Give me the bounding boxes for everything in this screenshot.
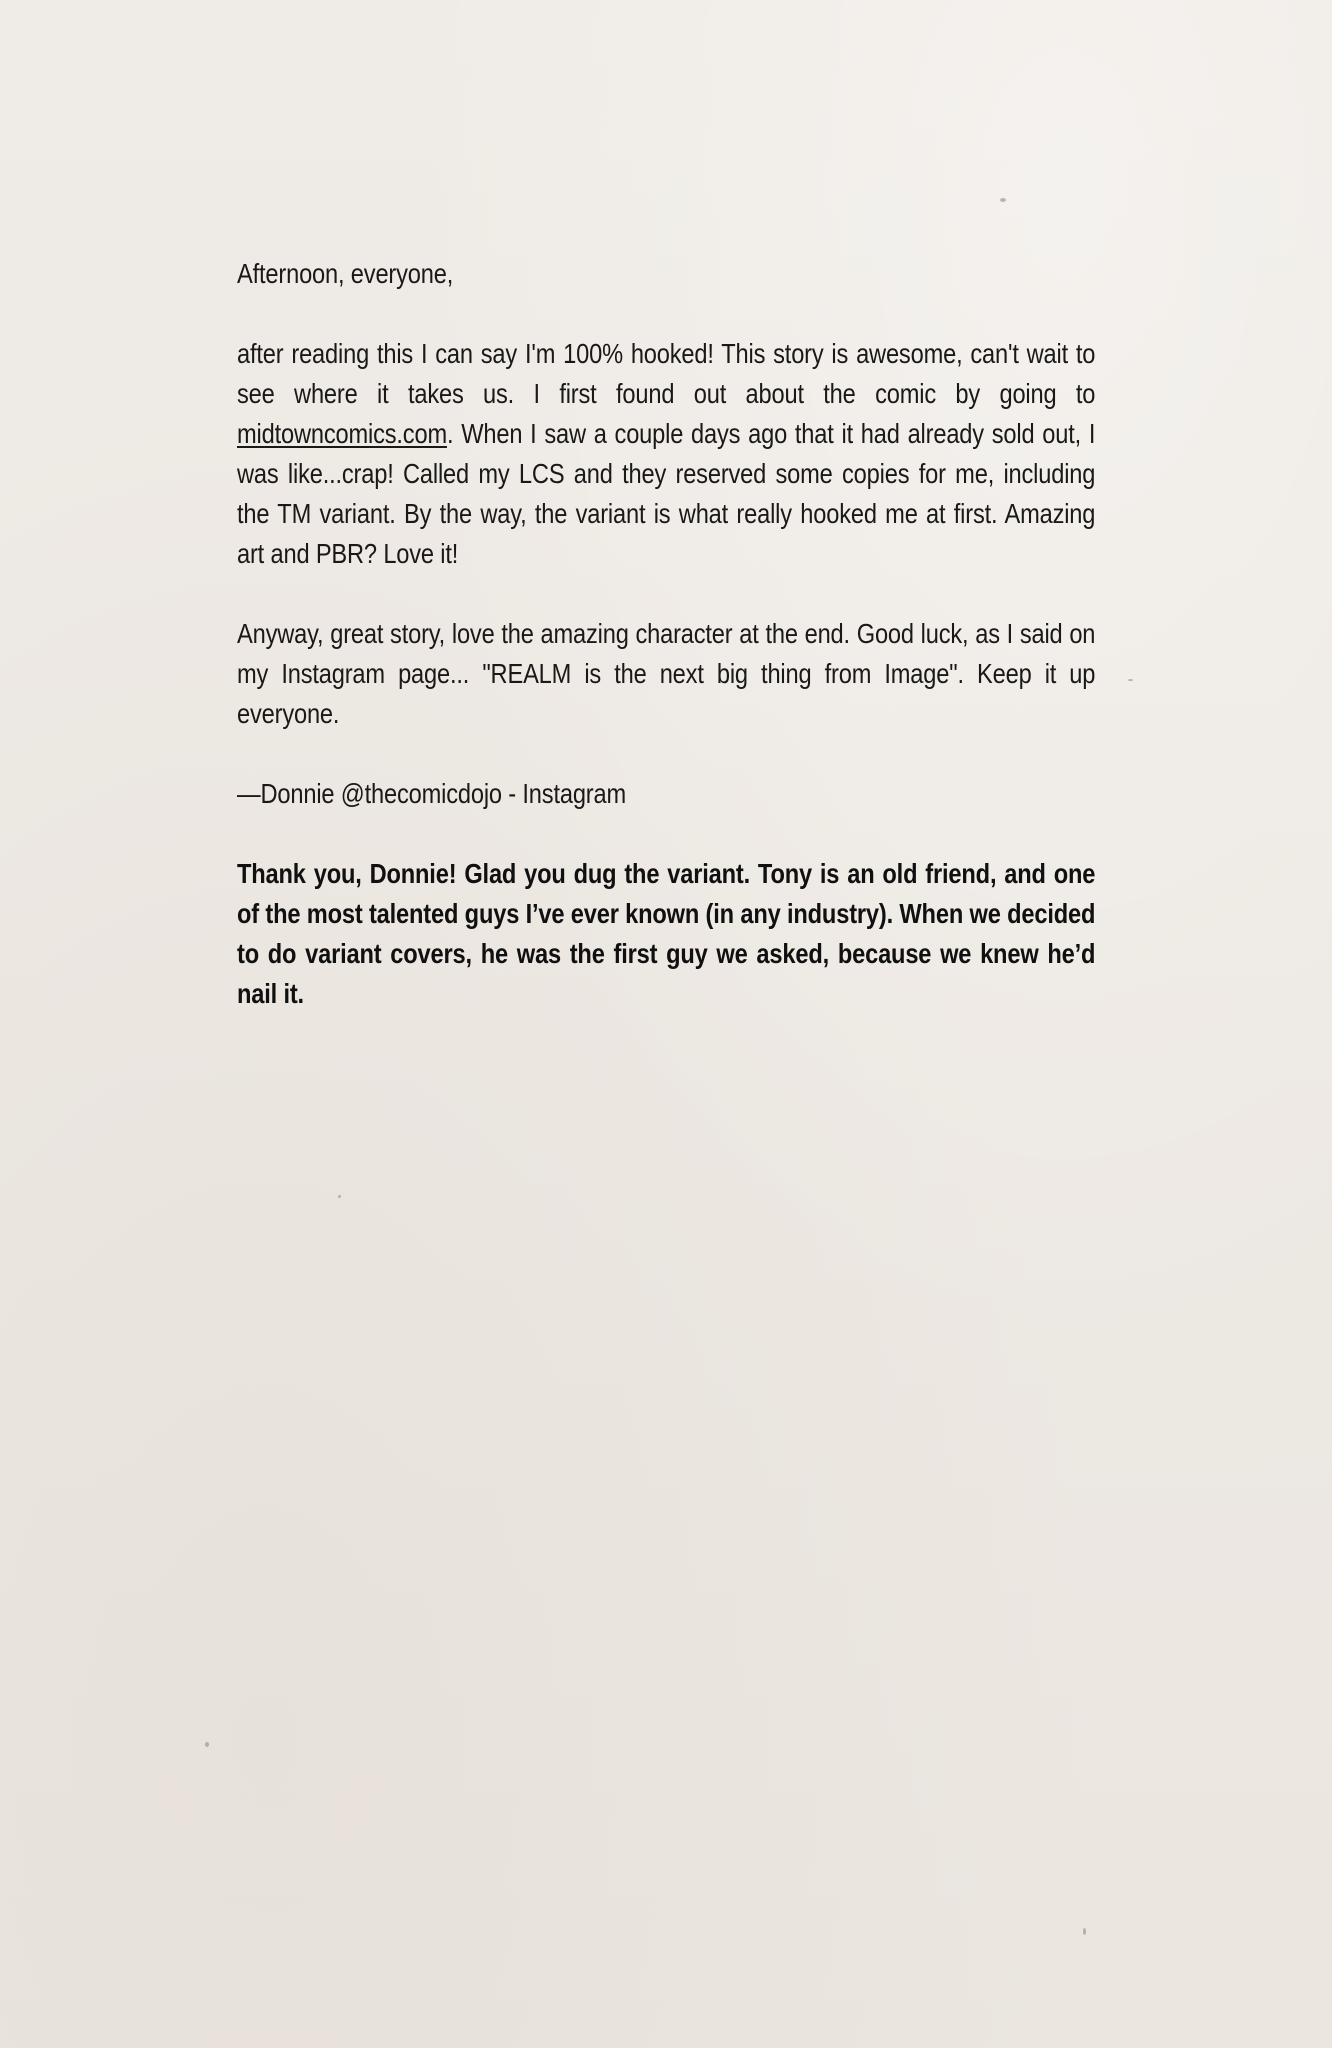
paragraph-1-start: after reading this I can say I'm 100% hooked! This story is awesome, can't wait to see where it takes us. I first found out about the comic by going to (237, 338, 1096, 409)
letter-greeting: Afternoon, everyone, (237, 258, 454, 289)
paper-speck (1083, 1928, 1086, 1935)
paper-speck (338, 1195, 341, 1198)
paragraph-1-end: . When I saw a couple days ago that it had already sold out, I was like...crap! Called my LCS and they reserved some copies for me, including the TM variant. By the way, the variant is what really hooked me at first. Amazing art and PBR? Love it! (237, 418, 1096, 569)
paper-speck (1000, 198, 1006, 202)
letter-signature: —Donnie @thecomicdojo - Instagram (237, 778, 627, 809)
letter-column (237, 254, 1095, 1054)
editor-reply: Thank you, Donnie! Glad you dug the variant. Tony is an old friend, and one of the most talented guys I’ve ever known (in any industry). When we decided to do variant covers, he was the first guy we asked, because we knew he’d nail it. (237, 858, 1096, 1009)
letter-paragraph-1 (237, 334, 1095, 574)
paper-speck (1128, 679, 1133, 681)
midtowncomics-link[interactable]: midtowncomics.com (237, 418, 447, 449)
letter-paragraph-2: Anyway, great story, love the amazing character at the end. Good luck, as I said on my Instagram page... "REALM is the next big thing from Image". Keep it up everyone. (237, 618, 1096, 729)
paper-speck (205, 1742, 209, 1747)
